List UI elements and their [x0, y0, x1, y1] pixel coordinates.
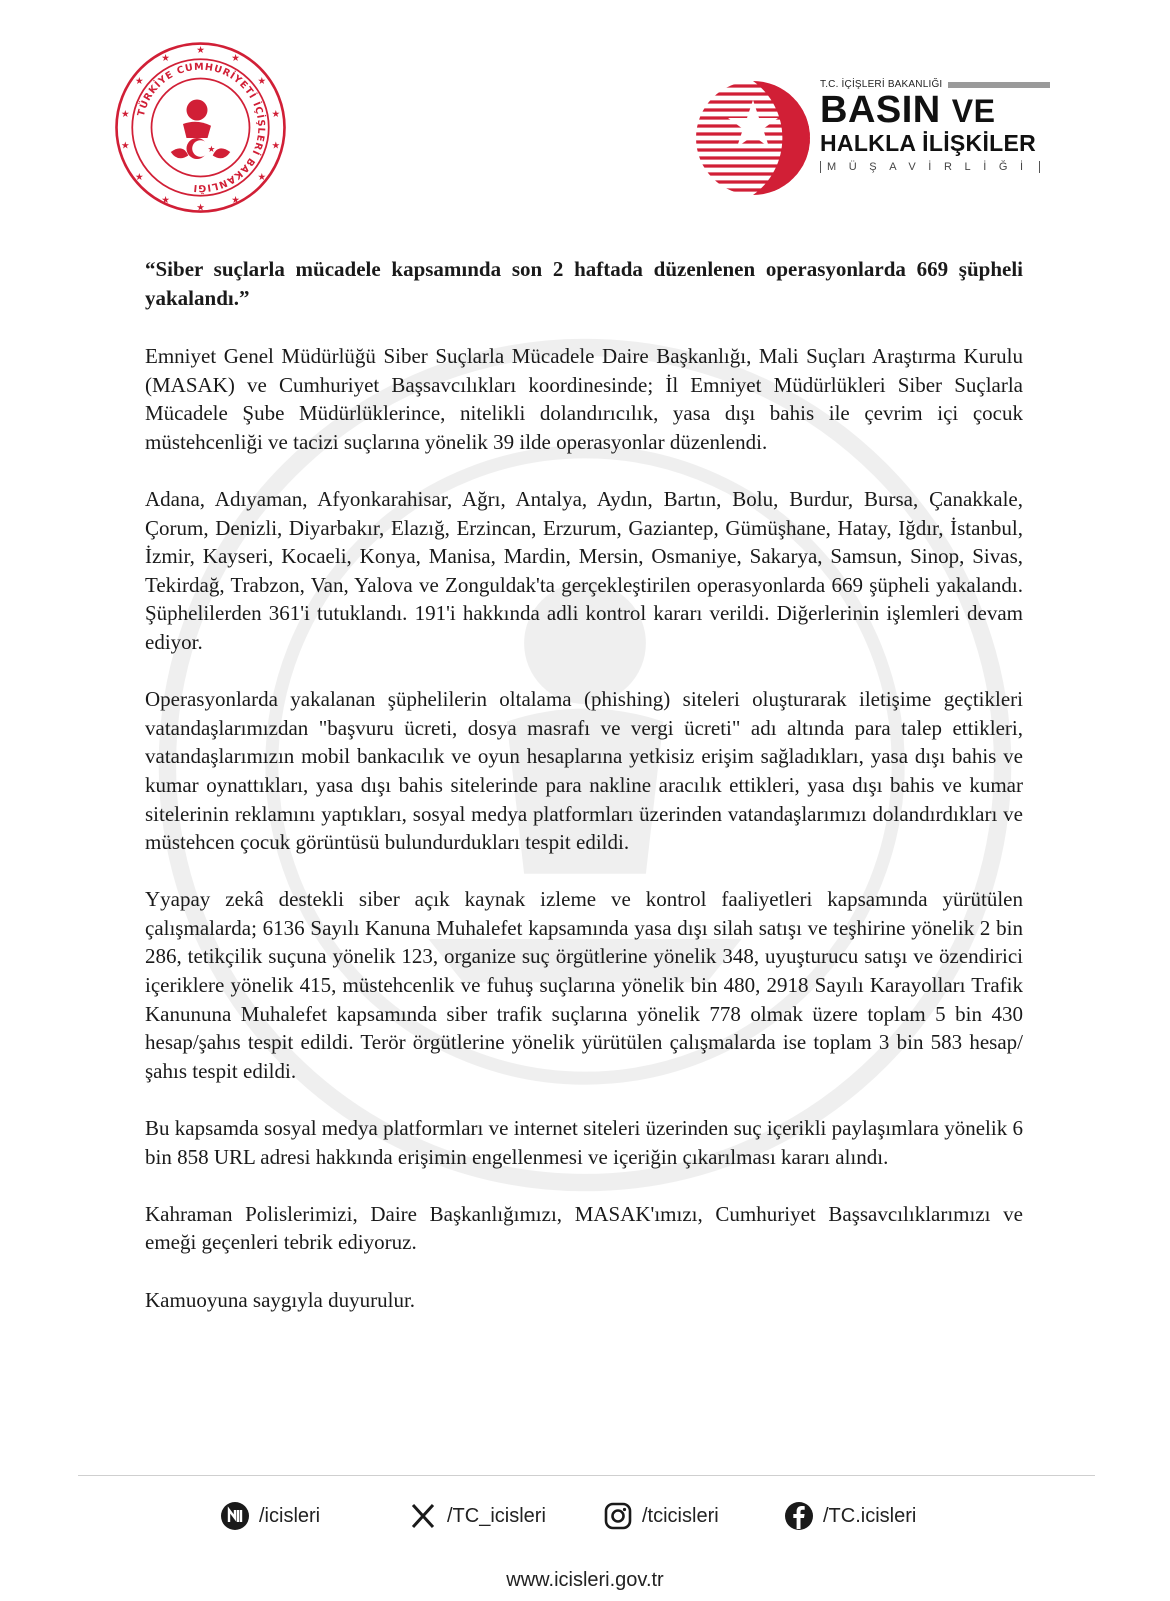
office-name-line2: HALKLA İLİŞKİLER	[820, 130, 1037, 156]
website-link[interactable]: www.icisleri.gov.tr	[506, 1569, 664, 1591]
svg-text:★: ★	[120, 109, 130, 120]
svg-text:★: ★	[196, 45, 205, 57]
social-link-facebook[interactable]	[784, 1499, 916, 1533]
social-handle: /tcicisleri	[642, 1504, 719, 1527]
paragraph-closing: Kamuoyuna saygıyla duyurulur.	[145, 1287, 416, 1312]
instagram-icon	[603, 1501, 633, 1531]
x-icon	[408, 1501, 438, 1531]
social-links	[0, 1499, 1170, 1533]
press-office-wordmark	[820, 79, 1050, 173]
wordmark-bar	[948, 82, 1050, 88]
document-title: “Siber suçlarla mücadele kapsamında son 2 haftada düzenlenen operasyonlarda 669 şüpheli yakalandı.”	[145, 257, 1023, 310]
ministry-seal-icon	[113, 40, 288, 215]
svg-text:★: ★	[161, 194, 170, 206]
nsosyal-icon	[220, 1501, 250, 1531]
svg-text:★: ★	[257, 172, 267, 183]
seal-text: TÜRKİYE CUMHURİYETİ İÇİŞLERİ BAKANLIĞI	[135, 61, 267, 194]
svg-text:★: ★	[271, 109, 281, 120]
social-handle: /icisleri	[259, 1504, 321, 1527]
svg-text:★: ★	[134, 172, 144, 183]
svg-text:★: ★	[271, 140, 281, 152]
svg-text:★: ★	[231, 194, 240, 206]
office-name-line3: MÜŞAVİRLİĞİ	[820, 161, 1040, 173]
paragraph-ai-monitoring: Yyapay zekâ destekli siber açık kaynak izleme ve kontrol faaliyetleri kapsamında yürütülen çalışmalarda; 6136 Sayılı Kanuna Muhalefet kapsamında yasa dışı silah satışı ve teşhirine yönelik 2 bin 286, tetikçilik suçuna yönelik 123, organize suç örgütlerine yönelik 348, uyuşturucu satışı ve özendirici içeriklere yönelik 415, müstehcenlik ve fuhuş suçlarına yönelik bin 480, 2918 Sayılı Karayolları Trafik Kanununa Muhalefet kapsamında siber trafik suçlarına yönelik 778 olmak üzere toplam 5 bin 430 hesap/şahıs tespit edildi. Terör örgütlerine yönelik yürütülen çalışmalarda ise toplam 3 bin 583 hesap/şahıs tespit edildi.	[145, 887, 1023, 1083]
social-handle: /TC.icisleri	[823, 1504, 917, 1527]
svg-text:★: ★	[161, 53, 170, 64]
social-link-x[interactable]	[408, 1499, 546, 1533]
paragraph-methods: Operasyonlarda yakalanan şüphelilerin oltalama (phishing) siteleri oluşturarak iletişime geçtikleri vatandaşlarımızdan "başvuru ücreti, dosya masrafı ve vergi ücreti" adı altında para talep ettikleri, vatandaşlarımızın mobil bankacılık ve oyun hesaplarına yetkisiz erişim sağladıkları, yasa dışı bahis ve kumar oynattıkları, yasa dışı bahis sitelerinde para nakline aracılık ettikleri, yasa dışı bahis ve kumar sitelerinin reklamını yaptıkları, sosyal medya platformları üzerinden vatandaşlarımızı dolandırdıkları ve müstehcen çocuk görüntüsü bulundurdukları tespit edildi.	[145, 687, 1023, 855]
svg-text:★: ★	[231, 53, 240, 64]
paragraph-provinces: Adana, Adıyaman, Afyonkarahisar, Ağrı, Antalya, Aydın, Bartın, Bolu, Burdur, Bursa, Çanakkale, Çorum, Denizli, Diyarbakır, Elazığ, Erzincan, Erzurum, Gaziantep, Gümüşhane, Hatay, Iğdır, İstanbul, İzmir, Kayseri, Kocaeli, Konya, Manisa, Mardin, Mersin, Osmaniye, Sakarya, Samsun, Sinop, Sivas, Tekirdağ, Trabzon, Van, Yalova ve Zonguldak'ta gerçekleştirilen operasyonlarda 669 şüpheli yakalandı. Şüphelilerden 361'i tutuklandı. 191'i hakkında adli kontrol kararı verildi. Diğerlerinin işlemleri devam ediyor.	[145, 486, 1023, 654]
svg-text:★: ★	[134, 75, 144, 87]
paragraph-operations: Emniyet Genel Müdürlüğü Siber Suçlarla Mücadele Daire Başkanlığı, Mali Suçları Araştırma Kurulu (MASAK) ve Cumhuriyet Başsavcılıkları koordinesinde; İl Emniyet Müdürlükleri Siber Suçlarla Mücadele Şube Müdürlüklerince, nitelikli dolandırıcılık, yasa dışı bahis ile çevrim içi çocuk müstehcenliği ve tacizi suçlarına yönelik 39 ilde operasyonlar düzenlendi.	[145, 344, 1023, 454]
footer-divider	[78, 1475, 1095, 1476]
paragraph-congratulations: Kahraman Polislerimizi, Daire Başkanlığımızı, MASAK'ımızı, Cumhuriyet Başsavcılıklarımızı ve emeği geçenleri tebrik ediyoruz.	[145, 1201, 1023, 1255]
svg-text:★: ★	[207, 145, 216, 155]
office-name-line1: BASIN	[820, 89, 941, 131]
document-body	[145, 255, 1023, 1343]
office-name-line1-suffix: VE	[951, 93, 996, 129]
social-link-nsosyal[interactable]	[220, 1499, 320, 1533]
social-handle: /TC_icisleri	[447, 1504, 546, 1527]
svg-text:★: ★	[257, 75, 267, 87]
facebook-icon	[784, 1501, 814, 1531]
press-office-logo-icon	[693, 78, 813, 198]
svg-text:★: ★	[120, 140, 130, 152]
ministry-small-label: T.C. İÇİŞLERİ BAKANLIĞI	[820, 79, 943, 90]
social-link-instagram[interactable]	[603, 1499, 719, 1533]
svg-text:★: ★	[196, 202, 205, 214]
paragraph-url-blocking: Bu kapsamda sosyal medya platformları ve internet siteleri üzerinden suç içerikli paylaşımlara yönelik 6 bin 858 URL adresi hakkında erişimin engellenmesi ve içeriğin çıkarılması kararı alındı.	[145, 1116, 1023, 1169]
